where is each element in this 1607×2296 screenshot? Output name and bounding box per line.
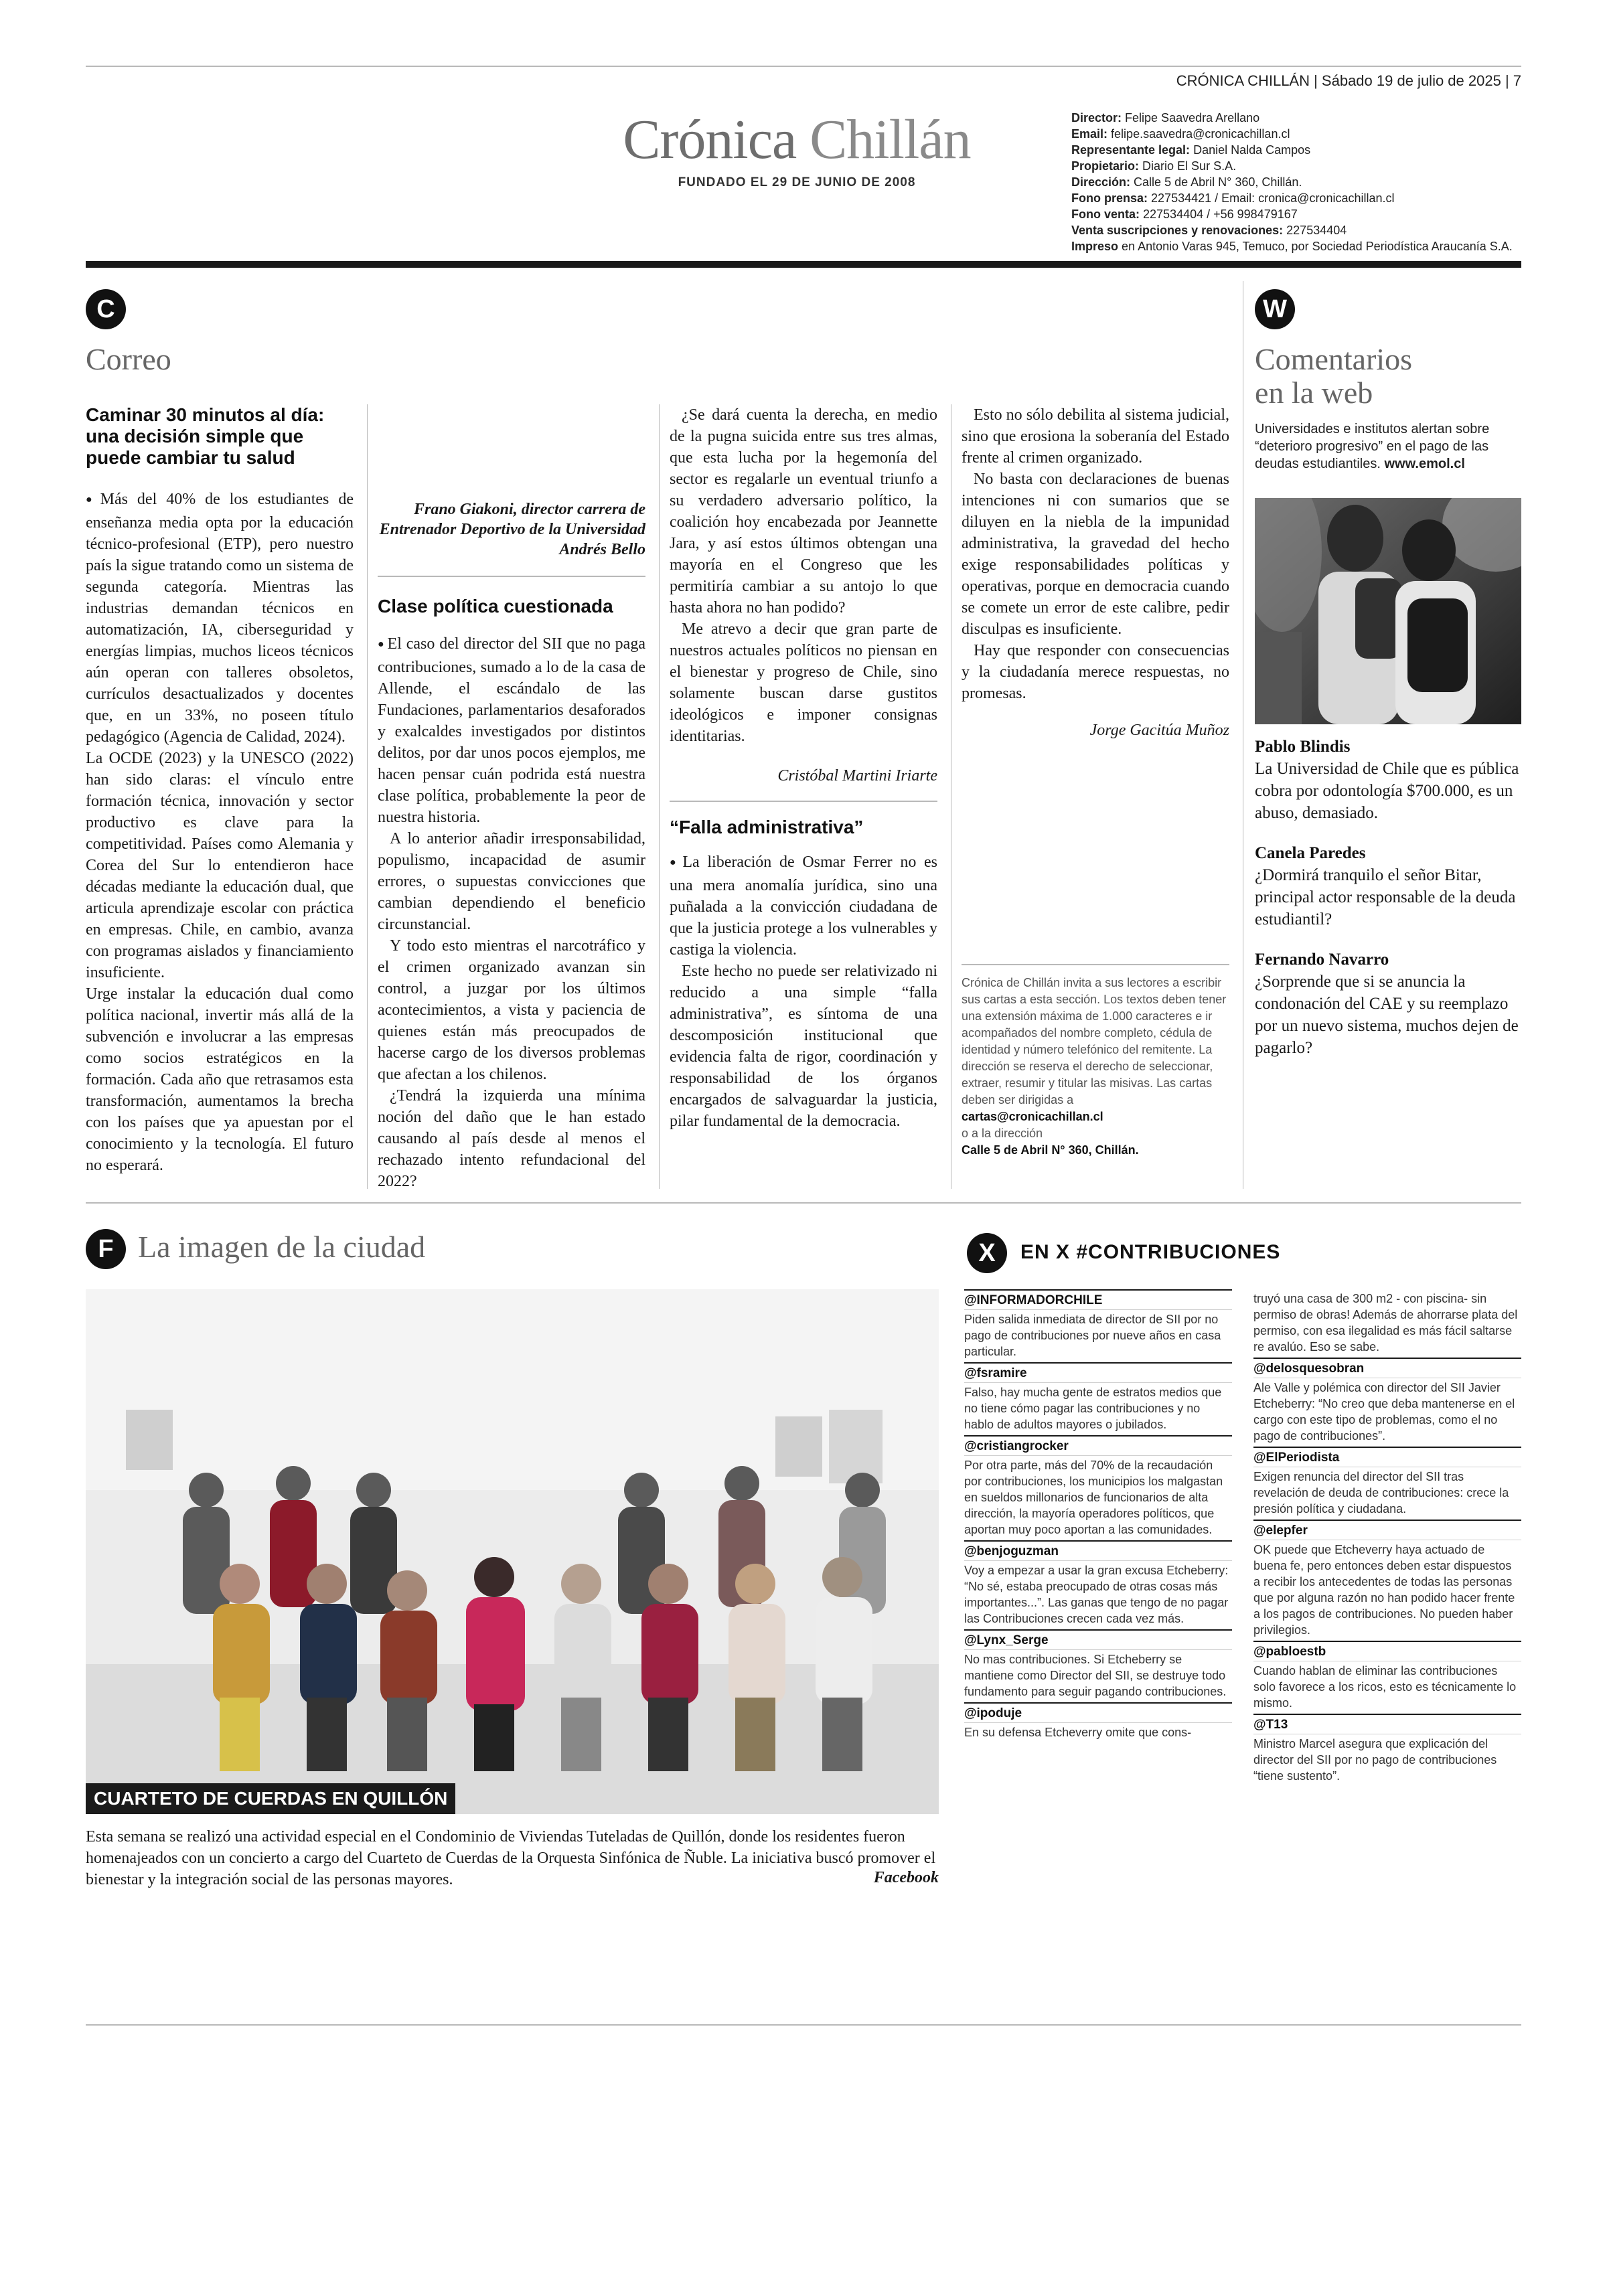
tweet-text: Exigen renuncia del director del SII tras revelación de deuda de contribuciones: crece la presión política y ciudadana. (1253, 1467, 1521, 1517)
letter1-signature: Frano Giakoni, director carrera de Entrenador Deportivo de la Universidad Andrés Bello (379, 501, 645, 558)
header-rule (86, 261, 1521, 268)
tweet-text: Cuando hablan de eliminar las contribuciones solo favorece a los ricos, esto es técnicamente lo mismo. (1253, 1661, 1521, 1711)
letter1-headline: Caminar 30 minutos al día: una decisión simple que puede cambiar tu salud (86, 404, 325, 468)
city-title: La imagen de la ciudad (138, 1230, 426, 1264)
masthead-title-b: Chillán (810, 108, 971, 171)
tweet-column-2 (1253, 1289, 1521, 1905)
notice-address: Calle 5 de Abril N° 360, Chillán. (962, 1143, 1139, 1157)
letter-rule (378, 576, 645, 577)
staff-line: Representante legal: Daniel Nalda Campos (1071, 143, 1311, 157)
masthead-founded: FUNDADO EL 29 DE JUNIO DE 2008 (678, 175, 916, 189)
comment-text: ¿Sorprende que si se anuncia la condonación del CAE y su reemplazo por un nuevo sistema, muchos dejen de pagarlo? (1255, 973, 1519, 1057)
staff-line: Venta suscripciones y renovaciones: 227534404 (1071, 224, 1347, 237)
letter1-column (86, 404, 354, 1189)
letter3-p3: Esto no sólo debilita al sistema judicial, sino que erosiona la soberanía del Estado frente al crimen organizado. (962, 406, 1229, 467)
web-intro-source: www.emol.cl (1384, 457, 1465, 471)
letter3-continued-column (962, 404, 1229, 967)
letter2-continued-column (670, 404, 937, 1189)
letter3-p2: Este hecho no puede ser relativizado ni reducido a una simple “falla administrativa”, es síntoma de una descomposición institucional que evidencia falta de rigor, coordinación y responsabilidad de los órganos encargados de salvaguardar la justicia, pilar fundamental de la democracia. (670, 963, 937, 1130)
correo-badge: C (86, 289, 126, 329)
bottom-rule (86, 2024, 1521, 2026)
letter2-signature: Cristóbal Martini Iriarte (777, 767, 937, 785)
letter2-p4: ¿Tendrá la izquierda una mínima noción del daño que le han estado causando al país desde al menos el rechazado intento refundacional del 2022? (378, 1087, 645, 1189)
notice-email: cartas@cronicachillan.cl (962, 1110, 1103, 1123)
tweet-text: Voy a empezar a usar la gran excusa Etcheberry: “No sé, estaba preocupado de otras cosas más importantes...”. Las ganas que tengo de no pagar las Contribuciones crecen cada vez más. (964, 1560, 1232, 1627)
x-badge: X (967, 1233, 1007, 1273)
city-photo (86, 1289, 939, 1814)
tweet-text: Por otra parte, más del 70% de la recaudación por contribuciones, los municipios los malgastan en sueldos millonarios de funcionarios de alta dirección, la mayoría operadores políticos, que aportan muy poco aportan a las comunidades. (964, 1455, 1232, 1538)
web-intro: Universidades e institutos alertan sobre “deterioro progresivo” en el pago de las deudas estudiantiles. www.emol.cl (1255, 422, 1490, 471)
notice-text: Crónica de Chillán invita a sus lectores a escribir sus cartas a esta sección. Los textos deben tener una extensión máxima de 1.000 caracteres e ir acompañados del nombre completo, cédula de identidad y número telefónico del remitente. La dirección se reserva el derecho de seleccionar, extraer, resumir y titular las misivas. Las cartas deben ser dirigidas a (962, 976, 1227, 1106)
letter3-p5: Hay que responder con consecuencias y la ciudadanía merece respuestas, no promesas. (962, 642, 1229, 702)
letter3-headline: “Falla administrativa” (670, 817, 864, 837)
tweet-text: Piden salida inmediata de director de SII por no pago de contribuciones por nueve años en casa particular. (964, 1309, 1232, 1360)
correo-title: Correo (86, 342, 171, 376)
masthead-title-a: Crónica (623, 108, 797, 171)
tweet-handle[interactable]: @pabloestb (1253, 1641, 1521, 1661)
letter3-signature: Jorge Gacitúa Muñoz (1089, 722, 1229, 739)
tweet-text: Ministro Marcel asegura que explicación del director del SII por no pago de contribuciones “tiene sustento”. (1253, 1734, 1521, 1784)
staff-line: Fono prensa: 227534421 / Email: cronica@cronicachillan.cl (1071, 191, 1395, 205)
tweet-handle[interactable]: @INFORMADORCHILE (964, 1289, 1232, 1309)
tweet-handle[interactable]: @elepfer (1253, 1520, 1521, 1540)
notice-rule (962, 964, 1229, 965)
photo-caption: CUARTETO DE CUERDAS EN QUILLÓN (86, 1783, 455, 1814)
tweet-column-1 (964, 1289, 1232, 1905)
tweet-text: OK puede que Etcheverry haya actuado de buena fe, pero entonces deben estar dispuestos a recibir los antecedentes de todas las personas que por alguna razón no han podido hacer frente a los pagos de contribuciones. No pueden haber privilegios. (1253, 1540, 1521, 1638)
students-photo (1255, 498, 1521, 724)
tweet-handle[interactable]: @benjoguzman (964, 1540, 1232, 1560)
staff-line: Dirección: Calle 5 de Abril N° 360, Chillán. (1071, 175, 1302, 189)
letter3-p1: ● La liberación de Osmar Ferrer no es una mera anomalía jurídica, sino una puñalada a la convicción ciudadana de que la justicia protege a los vulnerables y castiga la violencia. (670, 851, 937, 961)
city-badge: F (86, 1229, 126, 1269)
column-divider (659, 404, 660, 1189)
tweet-handle[interactable]: @Lynx_Serge (964, 1629, 1232, 1649)
tweet-handle[interactable]: @ipoduje (964, 1702, 1232, 1722)
staff-line: Fono venta: 227534404 / +56 998479167 (1071, 208, 1298, 221)
letter1-p3: Urge instalar la educación dual como política nacional, invertir más allá de la subvención e involucrar a las empresas como socios estratégicos en la formación. Cada año que retrasamos esta transformación, aumentamos la brecha con los países que ya apuestan por el conocimiento y la tecnología. El futuro no esperará. (86, 985, 354, 1174)
tweet-handle[interactable]: @delosquesobran (1253, 1358, 1521, 1378)
students-photo-illustration (1255, 498, 1521, 724)
masthead-title (589, 107, 1004, 172)
staff-box (1071, 110, 1521, 254)
photo-credit: Facebook (873, 1869, 939, 1886)
letter2-p1: ● El caso del director del SII que no paga contribuciones, sumado a lo de la casa de Allende, el escándalo de las Fundaciones, parlamentarios desaforados y exalcaldes investigados por distintos delitos, por dar unos pocos ejemplos, me hacen pensar cuán podrida está nuestra clase política, probablemente la peor de nuestra historia. (378, 633, 645, 828)
mid-rule (86, 1202, 1521, 1204)
city-text: Esta semana se realizó una actividad especial en el Condominio de Viviendas Tuteladas de Quillón, donde los residentes fueron homenajeados con un concierto a cargo del Cuarteto de Cuerdas de la Orquesta Sinfónica de Ñuble. La iniciativa buscó promover el bienestar y la integración social de las personas mayores. (86, 1828, 936, 1888)
staff-line: Propietario: Diario El Sur S.A. (1071, 159, 1237, 173)
page-folio: CRÓNICA CHILLÁN | Sábado 19 de julio de 2025 | 7 (1176, 72, 1521, 89)
letter2-p6: Me atrevo a decir que gran parte de nuestros actuales políticos no piensan en el bienestar y progreso de Chile, sino solamente buscan darse gustitos ideológicos e imponer consignas identitarias. (670, 621, 937, 745)
letter-rule (670, 801, 937, 802)
letter2-headline: Clase política cuestionada (378, 596, 613, 617)
letter1-p2: La OCDE (2023) y la UNESCO (2022) han sido claras: el vínculo entre formación técnica, innovación y sector productivo es clave para la competitividad. Países como Alemania y Corea del Sur lo entendieron hace décadas mediante la educación dual, que articula aprendizaje escolar con práctica en empresas. Chile, en cambio, avanza con programas aislados y financiamiento insuficiente. (86, 750, 354, 981)
comment-author: Canela Paredes (1255, 844, 1366, 862)
web-comment (1255, 843, 1521, 930)
web-badge: W (1255, 289, 1295, 329)
staff-line: Director: Felipe Saavedra Arellano (1071, 111, 1260, 125)
letter2-p3: Y todo esto mientras el narcotráfico y el crimen organizado avanzan sin control, a juzgar por los últimos acontecimientos, a vista y paciencia de quienes están más preocupados de hacerse cargo de los diversos problemas que afectan a los chilenos. (378, 937, 645, 1083)
web-comment (1255, 736, 1521, 824)
group-photo-illustration (86, 1289, 939, 1814)
web-title: Comentarios en la web (1255, 342, 1413, 410)
comment-text: La Universidad de Chile que es pública cobra por odontología $700.000, es un abuso, demasiado. (1255, 760, 1519, 822)
tweet-text: No mas contribuciones. Si Etcheberry se mantiene como Director del SII, se destruye todo fundamento para seguir pagando contribuciones. (964, 1649, 1232, 1700)
column-divider (367, 404, 368, 1189)
tweet-handle[interactable]: @cristiangrocker (964, 1435, 1232, 1455)
comment-text: ¿Dormirá tranquilo el señor Bitar, principal actor responsable de la deuda estudiantil? (1255, 866, 1516, 928)
top-rule (86, 66, 1521, 67)
letter1-continued-column (378, 404, 645, 1189)
letters-notice (962, 975, 1229, 1189)
comment-author: Fernando Navarro (1255, 951, 1389, 969)
letter2-p2: A lo anterior añadir irresponsabilidad, populismo, incapacidad de asumir errores, o supuestas convicciones que cambian dependiendo el beneficio circunstancial. (378, 830, 645, 933)
staff-line: Email: felipe.saavedra@cronicachillan.cl (1071, 127, 1290, 141)
tweet-text: En su defensa Etcheverry omite que cons- (964, 1722, 1232, 1740)
letter1-p1: ● Más del 40% de los estudiantes de enseñanza media opta por la educación técnico-profesional (ETP), pero nuestro país la sigue tratando como un sistema de segunda categoría. Mientras las industrias demandan técnicos en automatización, IA, ciberseguridad y energías limpias, muchos liceos técnicos aún operan con talleres obsoletos, currículos desactualizados y docentes que, en un 33%, no poseen título pedagógico (Agencia de Calidad, 2024). (86, 489, 354, 748)
web-comments (1255, 736, 1521, 1059)
letter3-p4: No basta con declaraciones de buenas intenciones ni con sumarios que se diluyen en la niebla de la impunidad administrativa, la gravedad del hecho exige responsabilidades políticas y operativas, porque en democracia cuando se comete un error de este calibre, pedir disculpas es insuficiente. (962, 471, 1229, 638)
x-title: EN X #CONTRIBUCIONES (1020, 1241, 1281, 1263)
web-comment (1255, 949, 1521, 1059)
comment-author: Pablo Blindis (1255, 738, 1351, 756)
tweet-handle[interactable]: @ElPeriodista (1253, 1447, 1521, 1467)
tweet-text-continued: truyó una casa de 300 m2 - con piscina- sin permiso de obras! Además de ahorrarse plata del permiso, con esa ilegalidad es más fácil saltarse re avalúo. Eso se sabe. (1253, 1292, 1518, 1354)
tweet-handle[interactable]: @T13 (1253, 1714, 1521, 1734)
tweet-text: Falso, hay mucha gente de estratos medios que no tiene cómo pagar las contribuciones y no hablo de adultos mayores o jubilados. (964, 1382, 1232, 1432)
tweet-handle[interactable]: @fsramire (964, 1362, 1232, 1382)
letter2-p5: ¿Se dará cuenta la derecha, en medio de la pugna suicida entre sus tres almas, que esta lucha por la hegemonía del sector es regalarle un eventual triunfo a su verdadero adversario político, la coalición hoy encabezada por Jeannette Jara, y así estos últimos obtengan una mayoría en el Congreso que les permitiría cambiar a su antojo lo que hasta ahora no han podido? (670, 406, 937, 617)
notice-or: o a la dirección (962, 1127, 1043, 1140)
tweet-text: Ale Valle y polémica con director del SII Javier Etcheberry: “No creo que deba mantenerse en el cargo con este tipo de problemas, como el no pago de contribuciones”. (1253, 1378, 1521, 1444)
staff-line: Impreso en Antonio Varas 945, Temuco, por Sociedad Periodística Araucanía S.A. (1071, 240, 1513, 253)
letter2-area (378, 499, 645, 1189)
